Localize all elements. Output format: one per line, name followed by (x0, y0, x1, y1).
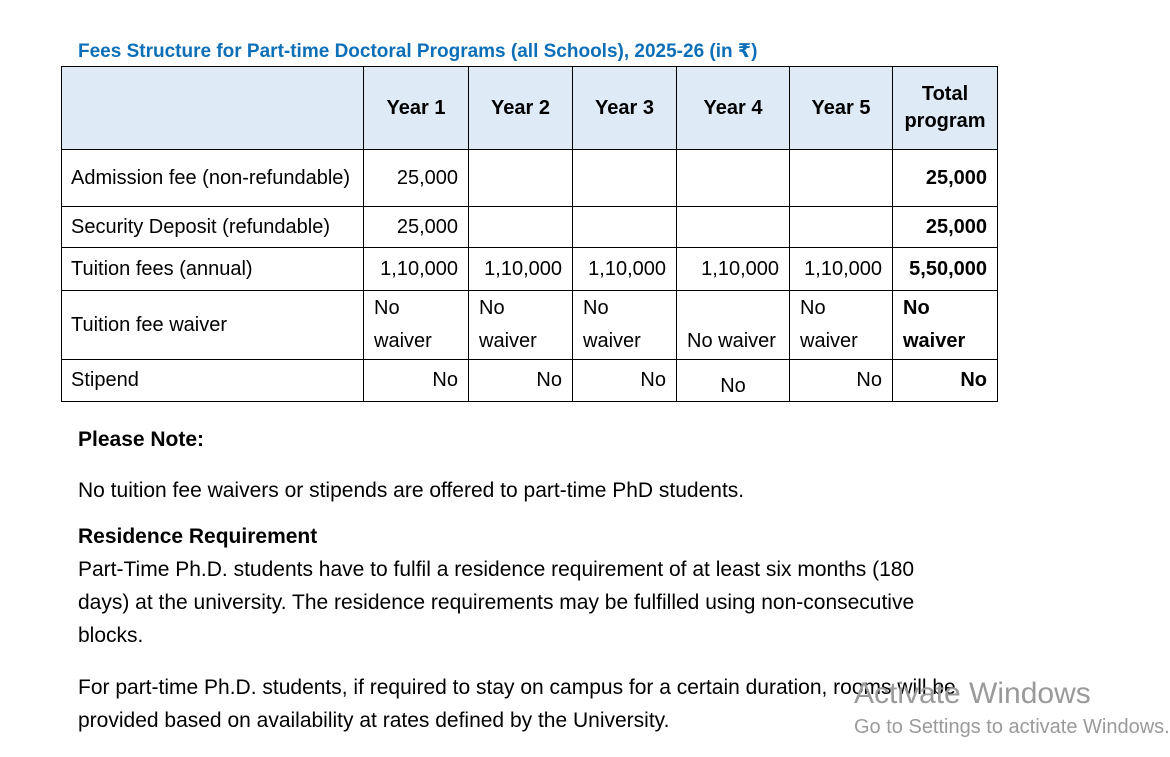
cell-year3 (573, 150, 677, 207)
header-cell-label (62, 67, 364, 150)
fees-table (61, 66, 998, 402)
cell-year2: No waiver (469, 291, 573, 360)
table-caption: Fees Structure for Part-time Doctoral Programs (all Schools), 2025-26 (in ₹) (78, 41, 758, 62)
residence-text: Part-Time Ph.D. students have to fulfil a residence requirement of at least six months (180 days) at the university. The residence requirements may be fulfilled using non-consecutive blocks. (78, 558, 915, 647)
header-cell-year3: Year 3 (573, 67, 677, 150)
table-row (62, 248, 998, 291)
note-text: No tuition fee waivers or stipends are offered to part-time PhD students. (78, 479, 745, 502)
watermark-subtitle: Go to Settings to activate Windows. (854, 716, 1170, 738)
cell-year5: 1,10,000 (790, 248, 893, 291)
row-label: Tuition fees (annual) (62, 248, 364, 291)
cell-total: 25,000 (893, 150, 998, 207)
cell-total: No waiver (893, 291, 998, 360)
cell-year5 (790, 207, 893, 248)
cell-year1: 25,000 (364, 150, 469, 207)
row-label: Admission fee (non-refundable) (62, 150, 364, 207)
cell-total: 5,50,000 (893, 248, 998, 291)
cell-year2: No (469, 360, 573, 402)
table-row (62, 360, 998, 402)
cell-year2 (469, 207, 573, 248)
cell-year5 (790, 150, 893, 207)
table-header-row (62, 67, 998, 150)
cell-year1: No (364, 360, 469, 402)
cell-year4: No waiver (677, 291, 790, 360)
cell-year4: No (677, 360, 790, 402)
header-cell-year2: Year 2 (469, 67, 573, 150)
cell-year4: 1,10,000 (677, 248, 790, 291)
activate-windows-watermark (854, 676, 1170, 740)
cell-year2: 1,10,000 (469, 248, 573, 291)
note-heading: Please Note: (78, 428, 205, 451)
cell-year5: No (790, 360, 893, 402)
table-row (62, 291, 998, 360)
cell-year1: 25,000 (364, 207, 469, 248)
table-row (62, 150, 998, 207)
cell-year3 (573, 207, 677, 248)
cell-year5: No waiver (790, 291, 893, 360)
residence-heading: Residence Requirement (78, 525, 318, 548)
cell-year4 (677, 207, 790, 248)
cell-year1: 1,10,000 (364, 248, 469, 291)
watermark-title: Activate Windows (854, 677, 1091, 710)
residence-text-rooms: For part-time Ph.D. students, if required to stay on campus for a certain duration, rooms will be provided based on availability at rates defined by the University. (78, 676, 956, 732)
cell-total: No (893, 360, 998, 402)
header-cell-total: Total program (893, 67, 998, 150)
header-cell-year4: Year 4 (677, 67, 790, 150)
row-label: Tuition fee waiver (62, 291, 364, 360)
cell-year3: No waiver (573, 291, 677, 360)
cell-year3: 1,10,000 (573, 248, 677, 291)
cell-total: 25,000 (893, 207, 998, 248)
table-row (62, 207, 998, 248)
cell-year1: No waiver (364, 291, 469, 360)
cell-year4 (677, 150, 790, 207)
row-label: Security Deposit (refundable) (62, 207, 364, 248)
cell-year2 (469, 150, 573, 207)
cell-year3: No (573, 360, 677, 402)
row-label: Stipend (62, 360, 364, 402)
header-cell-year1: Year 1 (364, 67, 469, 150)
header-cell-year5: Year 5 (790, 67, 893, 150)
